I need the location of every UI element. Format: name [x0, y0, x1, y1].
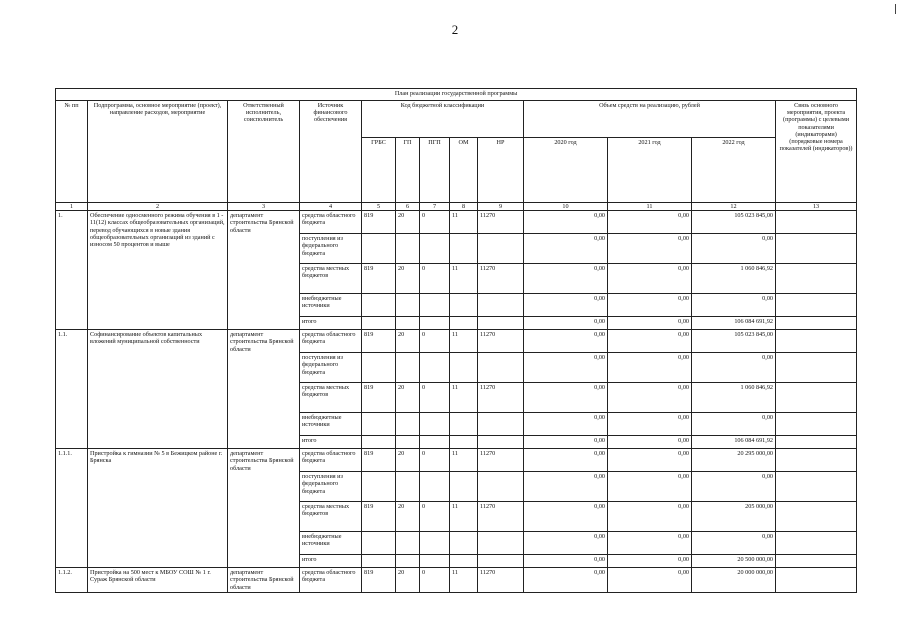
code-grbs: 819: [362, 502, 396, 532]
column-number: 3: [228, 203, 300, 211]
indicator-link: [776, 383, 857, 413]
indicator-link: [776, 555, 857, 568]
activity-name: Обеспечение односменного режима обучения в 1 - 11(12) классах общеобразовательных организаций, перевод обучающихся в новые здания общеобразовательных организаций из зданий с износом 50 процентов и выше: [88, 211, 228, 330]
amount-2022: 20 500 000,00: [692, 555, 776, 568]
code-pgp: [420, 294, 450, 317]
amount-2021: 0,00: [608, 211, 692, 234]
activity-name: Пристройка на 500 мест к МБОУ СОШ № 1 г. Сураж Брянской области: [88, 568, 228, 593]
code-grbs: [362, 353, 396, 383]
code-pgp: 0: [420, 264, 450, 294]
amount-2022: 1 060 846,92: [692, 383, 776, 413]
code-np: [478, 317, 524, 330]
amount-2020: 0,00: [524, 568, 608, 593]
code-om: [450, 532, 478, 555]
funding-source: итого: [300, 436, 362, 449]
funding-source: итого: [300, 317, 362, 330]
indicator-link: [776, 472, 857, 502]
header-om: ОМ: [450, 138, 478, 203]
code-om: [450, 472, 478, 502]
header-grbs: ГРБС: [362, 138, 396, 203]
code-pgp: 0: [420, 211, 450, 234]
code-grbs: [362, 317, 396, 330]
code-om: 11: [450, 502, 478, 532]
activity-name: Софинансирование объектов капитальных вложений муниципальной собственности: [88, 330, 228, 449]
amount-2021: 0,00: [608, 264, 692, 294]
margin-mark: [895, 4, 896, 14]
code-pgp: [420, 555, 450, 568]
activity-name: Пристройка к гимназии № 5 в Бежицком районе г. Брянска: [88, 449, 228, 568]
table-row: [56, 568, 857, 593]
code-np: [478, 436, 524, 449]
code-om: [450, 413, 478, 436]
code-om: [450, 317, 478, 330]
amount-2021: 0,00: [608, 555, 692, 568]
code-gp: 20: [396, 502, 420, 532]
code-gp: [396, 353, 420, 383]
funding-source: внебюджетные источники: [300, 532, 362, 555]
column-number: 10: [524, 203, 608, 211]
funding-source: внебюджетные источники: [300, 294, 362, 317]
code-grbs: 819: [362, 330, 396, 353]
code-gp: 20: [396, 568, 420, 593]
funding-source: средства областного бюджета: [300, 211, 362, 234]
code-grbs: [362, 234, 396, 264]
column-number: 12: [692, 203, 776, 211]
header-2021: 2021 год: [608, 138, 692, 203]
program-plan-table: [55, 88, 857, 593]
header-2022: 2022 год: [692, 138, 776, 203]
indicator-link: [776, 317, 857, 330]
code-gp: [396, 294, 420, 317]
amount-2021: 0,00: [608, 568, 692, 593]
responsible-executor: департамент строительства Брянской области: [228, 330, 300, 449]
code-pgp: [420, 353, 450, 383]
column-number: 9: [478, 203, 524, 211]
amount-2022: 0,00: [692, 472, 776, 502]
table-row: [56, 449, 857, 472]
responsible-executor: департамент строительства Брянской области: [228, 211, 300, 330]
header-volume: Объем средств на реализацию, рублей: [524, 101, 776, 138]
code-pgp: [420, 234, 450, 264]
code-grbs: [362, 436, 396, 449]
code-grbs: [362, 472, 396, 502]
indicator-link: [776, 353, 857, 383]
funding-source: средства местных бюджетов: [300, 502, 362, 532]
responsible-executor: департамент строительства Брянской области: [228, 568, 300, 593]
column-number: 2: [88, 203, 228, 211]
code-grbs: 819: [362, 211, 396, 234]
table-row: [56, 330, 857, 353]
amount-2021: 0,00: [608, 413, 692, 436]
amount-2021: 0,00: [608, 234, 692, 264]
code-om: 11: [450, 211, 478, 234]
funding-source: средства областного бюджета: [300, 568, 362, 593]
code-gp: 20: [396, 264, 420, 294]
code-om: 11: [450, 568, 478, 593]
indicator-link: [776, 502, 857, 532]
amount-2020: 0,00: [524, 532, 608, 555]
code-pgp: 0: [420, 568, 450, 593]
row-number: 1.1.2.: [56, 568, 88, 593]
code-om: [450, 436, 478, 449]
amount-2022: 0,00: [692, 294, 776, 317]
code-grbs: [362, 555, 396, 568]
indicator-link: [776, 449, 857, 472]
amount-2022: 106 084 691,92: [692, 436, 776, 449]
indicator-link: [776, 330, 857, 353]
row-number: 1.: [56, 211, 88, 330]
amount-2022: 1 060 846,92: [692, 264, 776, 294]
amount-2021: 0,00: [608, 383, 692, 413]
code-gp: [396, 234, 420, 264]
amount-2021: 0,00: [608, 330, 692, 353]
amount-2022: 0,00: [692, 234, 776, 264]
header-subprogram: Подпрограмма, основное мероприятие (проект), направление расходов, мероприятие: [88, 101, 228, 203]
responsible-executor: департамент строительства Брянской области: [228, 449, 300, 568]
column-number: 8: [450, 203, 478, 211]
indicator-link: [776, 568, 857, 593]
header-pgp: ПГП: [420, 138, 450, 203]
indicator-link: [776, 413, 857, 436]
code-grbs: 819: [362, 568, 396, 593]
code-gp: [396, 532, 420, 555]
code-grbs: 819: [362, 383, 396, 413]
code-gp: [396, 317, 420, 330]
code-gp: [396, 555, 420, 568]
column-number: 4: [300, 203, 362, 211]
amount-2021: 0,00: [608, 449, 692, 472]
code-grbs: [362, 532, 396, 555]
amount-2020: 0,00: [524, 449, 608, 472]
indicator-link: [776, 264, 857, 294]
code-grbs: [362, 413, 396, 436]
amount-2022: 0,00: [692, 532, 776, 555]
indicator-link: [776, 294, 857, 317]
code-pgp: [420, 472, 450, 502]
code-pgp: [420, 436, 450, 449]
amount-2020: 0,00: [524, 294, 608, 317]
amount-2020: 0,00: [524, 472, 608, 502]
header-budget-code: Код бюджетной классификации: [362, 101, 524, 138]
row-number: 1.1.: [56, 330, 88, 449]
code-np: [478, 234, 524, 264]
code-grbs: [362, 294, 396, 317]
code-grbs: 819: [362, 449, 396, 472]
code-np: 11270: [478, 330, 524, 353]
amount-2020: 0,00: [524, 502, 608, 532]
code-np: [478, 413, 524, 436]
table-row: [56, 211, 857, 234]
page-number: 2: [451, 22, 459, 37]
code-gp: [396, 413, 420, 436]
code-np: 11270: [478, 449, 524, 472]
amount-2020: 0,00: [524, 555, 608, 568]
code-om: [450, 353, 478, 383]
code-gp: [396, 436, 420, 449]
code-om: [450, 234, 478, 264]
column-number: 13: [776, 203, 857, 211]
amount-2022: 0,00: [692, 413, 776, 436]
header-gp: ГП: [396, 138, 420, 203]
code-np: 11270: [478, 211, 524, 234]
funding-source: поступления из федерального бюджета: [300, 234, 362, 264]
funding-source: поступления из федерального бюджета: [300, 353, 362, 383]
code-om: [450, 294, 478, 317]
amount-2020: 0,00: [524, 383, 608, 413]
funding-source: средства местных бюджетов: [300, 264, 362, 294]
amount-2022: 205 000,00: [692, 502, 776, 532]
funding-source: итого: [300, 555, 362, 568]
code-np: 11270: [478, 568, 524, 593]
column-number: 5: [362, 203, 396, 211]
amount-2020: 0,00: [524, 353, 608, 383]
amount-2020: 0,00: [524, 413, 608, 436]
code-gp: 20: [396, 383, 420, 413]
code-om: 11: [450, 264, 478, 294]
indicator-link: [776, 211, 857, 234]
header-link: Связь основного мероприятия, проекта (программы) с целевыми показателями (индикаторами) (порядковые номера показателей (индикаторов)): [776, 101, 857, 203]
code-om: [450, 555, 478, 568]
code-pgp: 0: [420, 330, 450, 353]
code-np: [478, 472, 524, 502]
header-responsible: Ответственный исполнитель, соисполнитель: [228, 101, 300, 203]
indicator-link: [776, 436, 857, 449]
code-gp: 20: [396, 449, 420, 472]
amount-2022: 0,00: [692, 353, 776, 383]
amount-2021: 0,00: [608, 436, 692, 449]
funding-source: поступления из федерального бюджета: [300, 472, 362, 502]
amount-2020: 0,00: [524, 330, 608, 353]
header-num: № пп: [56, 101, 88, 203]
indicator-link: [776, 532, 857, 555]
amount-2022: 20 295 000,00: [692, 449, 776, 472]
table-caption: План реализации государственной программы: [56, 89, 857, 101]
amount-2021: 0,00: [608, 317, 692, 330]
code-pgp: 0: [420, 449, 450, 472]
column-number: 11: [608, 203, 692, 211]
header-np: НР: [478, 138, 524, 203]
header-source: Источник финансового обеспечения: [300, 101, 362, 203]
amount-2020: 0,00: [524, 264, 608, 294]
code-om: 11: [450, 383, 478, 413]
amount-2020: 0,00: [524, 234, 608, 264]
code-om: 11: [450, 449, 478, 472]
code-om: 11: [450, 330, 478, 353]
code-np: [478, 555, 524, 568]
code-np: [478, 532, 524, 555]
amount-2022: 105 023 845,00: [692, 211, 776, 234]
code-grbs: 819: [362, 264, 396, 294]
amount-2020: 0,00: [524, 211, 608, 234]
amount-2020: 0,00: [524, 436, 608, 449]
code-np: 11270: [478, 383, 524, 413]
amount-2020: 0,00: [524, 317, 608, 330]
row-number: 1.1.1.: [56, 449, 88, 568]
amount-2021: 0,00: [608, 502, 692, 532]
amount-2022: 20 000 000,00: [692, 568, 776, 593]
indicator-link: [776, 234, 857, 264]
code-np: [478, 294, 524, 317]
code-gp: [396, 472, 420, 502]
funding-source: средства областного бюджета: [300, 449, 362, 472]
code-np: 11270: [478, 264, 524, 294]
code-gp: 20: [396, 211, 420, 234]
column-number: 7: [420, 203, 450, 211]
code-pgp: [420, 413, 450, 436]
code-pgp: [420, 317, 450, 330]
amount-2021: 0,00: [608, 532, 692, 555]
amount-2021: 0,00: [608, 294, 692, 317]
code-pgp: 0: [420, 383, 450, 413]
amount-2021: 0,00: [608, 353, 692, 383]
header-2020: 2020 год: [524, 138, 608, 203]
column-number: 1: [56, 203, 88, 211]
funding-source: средства областного бюджета: [300, 330, 362, 353]
code-pgp: [420, 532, 450, 555]
column-numbers-row: [56, 203, 857, 211]
column-number: 6: [396, 203, 420, 211]
funding-source: внебюджетные источники: [300, 413, 362, 436]
amount-2022: 106 084 691,92: [692, 317, 776, 330]
amount-2021: 0,00: [608, 472, 692, 502]
code-np: [478, 353, 524, 383]
code-pgp: 0: [420, 502, 450, 532]
code-gp: 20: [396, 330, 420, 353]
code-np: 11270: [478, 502, 524, 532]
amount-2022: 105 023 845,00: [692, 330, 776, 353]
funding-source: средства местных бюджетов: [300, 383, 362, 413]
